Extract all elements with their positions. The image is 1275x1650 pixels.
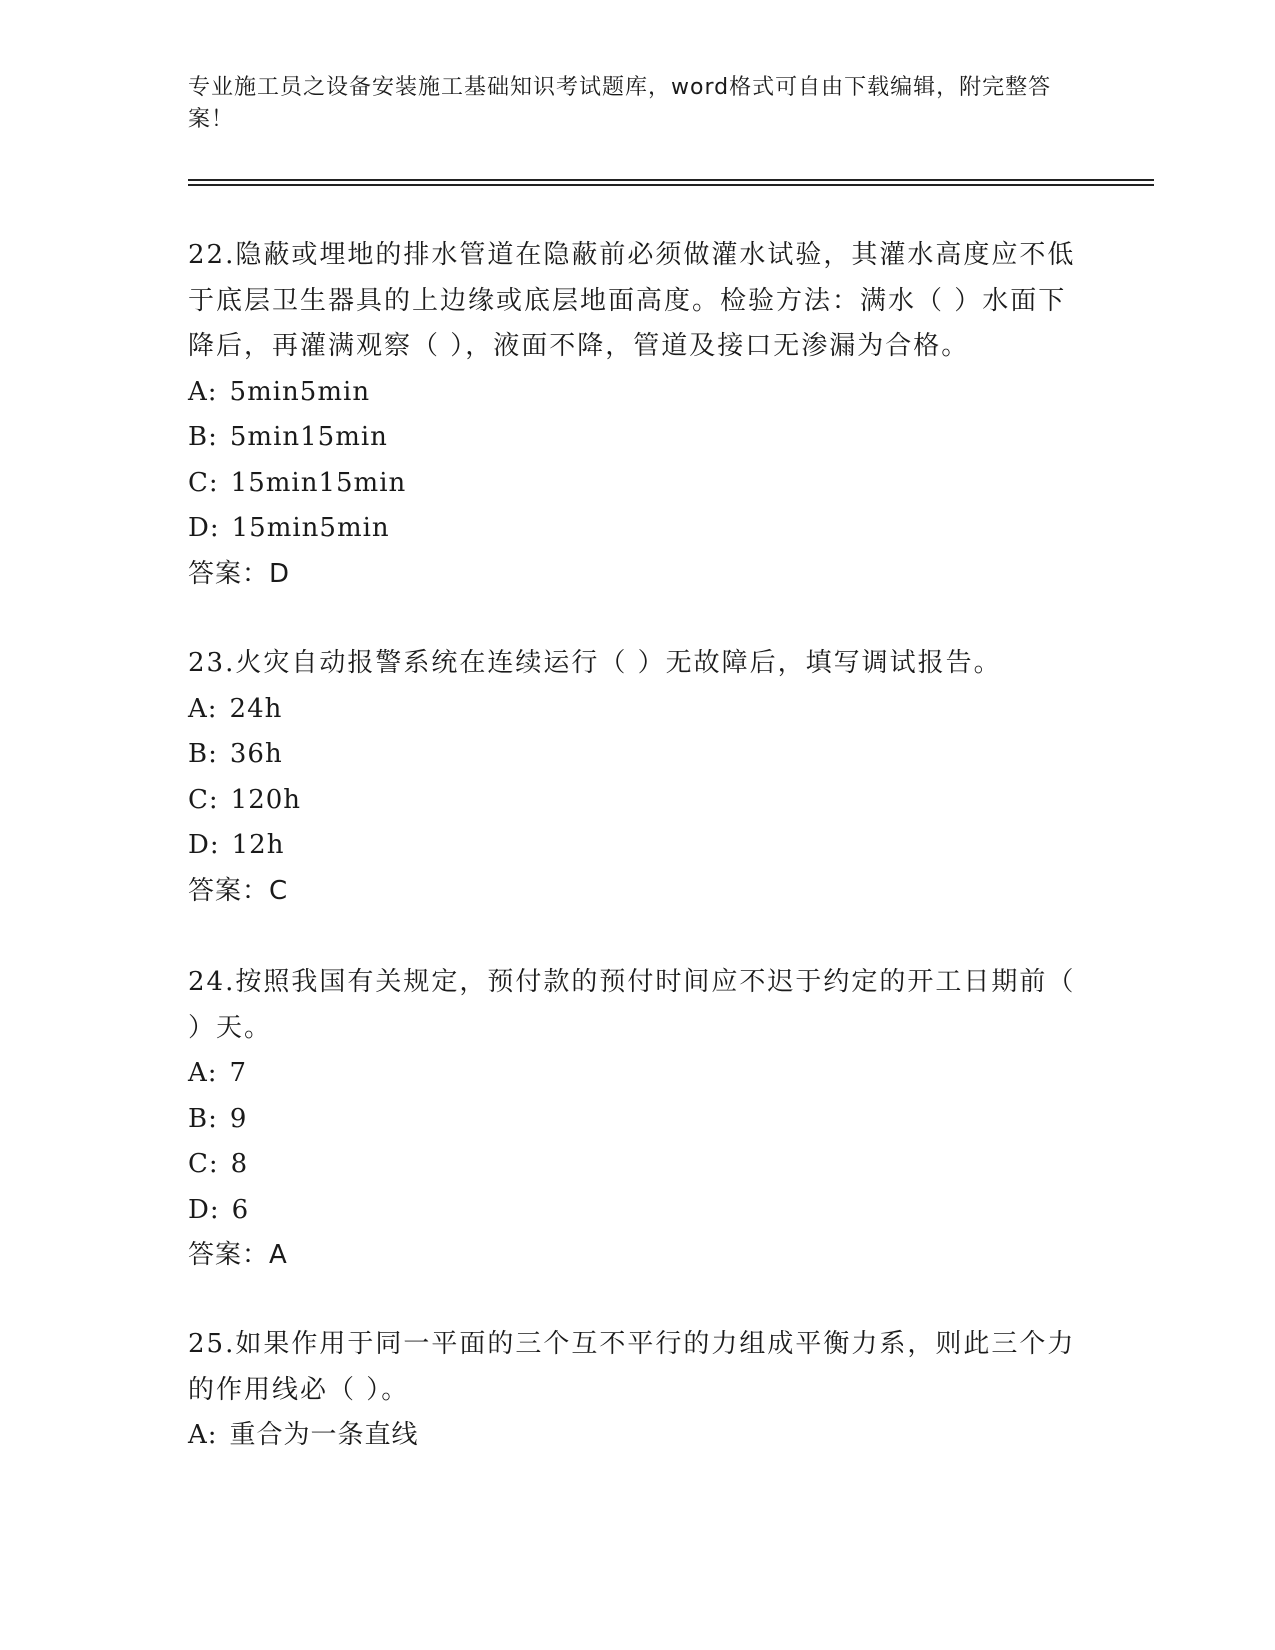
answer-line: 答案：A [188, 1240, 288, 1270]
option-letter: A: [188, 1058, 218, 1088]
option-letter: A: [188, 376, 218, 407]
option-text: 120h [230, 784, 302, 815]
question-stem: 25.如果作用于同一平面的三个互不平行的力组成平衡力系，则此三个力的作用线必（ ）。 [188, 1329, 1076, 1405]
option-text: 6 [231, 1194, 250, 1225]
option-letter: C: [188, 1149, 219, 1179]
option-letter: C: [188, 467, 219, 498]
question-22 [188, 233, 1078, 597]
option-letter: A: [188, 1420, 218, 1450]
option-text: 9 [229, 1103, 248, 1134]
option-letter: A: [188, 693, 218, 724]
option-b [188, 732, 1078, 778]
answer-line: 答案：D [188, 558, 291, 589]
option-text: 5min5min [229, 376, 371, 407]
option-a [188, 1413, 1078, 1459]
option-letter: D: [188, 830, 220, 860]
option-text: 7 [229, 1058, 248, 1088]
question-23 [188, 641, 1078, 914]
option-text: 36h [229, 739, 283, 769]
question-stem: 22.隐蔽或埋地的排水管道在隐蔽前必须做灌水试验，其灌水高度应不低于底层卫生器具的上边缘或底层地面高度。检验方法：满水（ ）水面下降后，再灌满观察（ ），液面不降，管道及接口无渗漏为合格。 [188, 240, 1076, 361]
option-text: 24h [229, 693, 283, 724]
option-d [188, 1188, 1078, 1234]
answer-line: 答案：C [188, 875, 289, 906]
option-d [188, 823, 1078, 869]
option-letter: B: [188, 1103, 218, 1134]
option-c [188, 461, 1078, 507]
document-header: 专业施工员之设备安装施工基础知识考试题库，word格式可自由下载编辑，附完整答案！ [188, 75, 1052, 132]
option-text: 5min15min [229, 422, 388, 452]
option-letter: B: [188, 422, 218, 452]
option-c [188, 1142, 1078, 1188]
question-24 [188, 960, 1078, 1279]
option-text: 8 [230, 1149, 249, 1179]
option-b [188, 415, 1078, 461]
option-a [188, 1051, 1078, 1097]
header-rule-bottom [188, 184, 1154, 186]
option-letter: C: [188, 784, 219, 815]
option-a [188, 687, 1078, 733]
option-letter: D: [188, 513, 220, 543]
question-stem: 24.按照我国有关规定，预付款的预付时间应不迟于约定的开工日期前（ ）天。 [188, 967, 1076, 1043]
option-a [188, 370, 1078, 416]
option-text: 15min5min [231, 513, 390, 543]
option-letter: B: [188, 739, 218, 769]
option-d [188, 506, 1078, 552]
option-c [188, 778, 1078, 824]
option-text: 12h [231, 830, 285, 860]
option-text: 15min15min [230, 467, 407, 498]
question-25 [188, 1322, 1078, 1459]
option-b [188, 1097, 1078, 1143]
question-stem: 23.火灾自动报警系统在连续运行（ ）无故障后，填写调试报告。 [188, 648, 1002, 678]
option-letter: D: [188, 1194, 220, 1225]
option-text: 重合为一条直线 [229, 1420, 419, 1450]
header-rule-top [188, 179, 1154, 181]
